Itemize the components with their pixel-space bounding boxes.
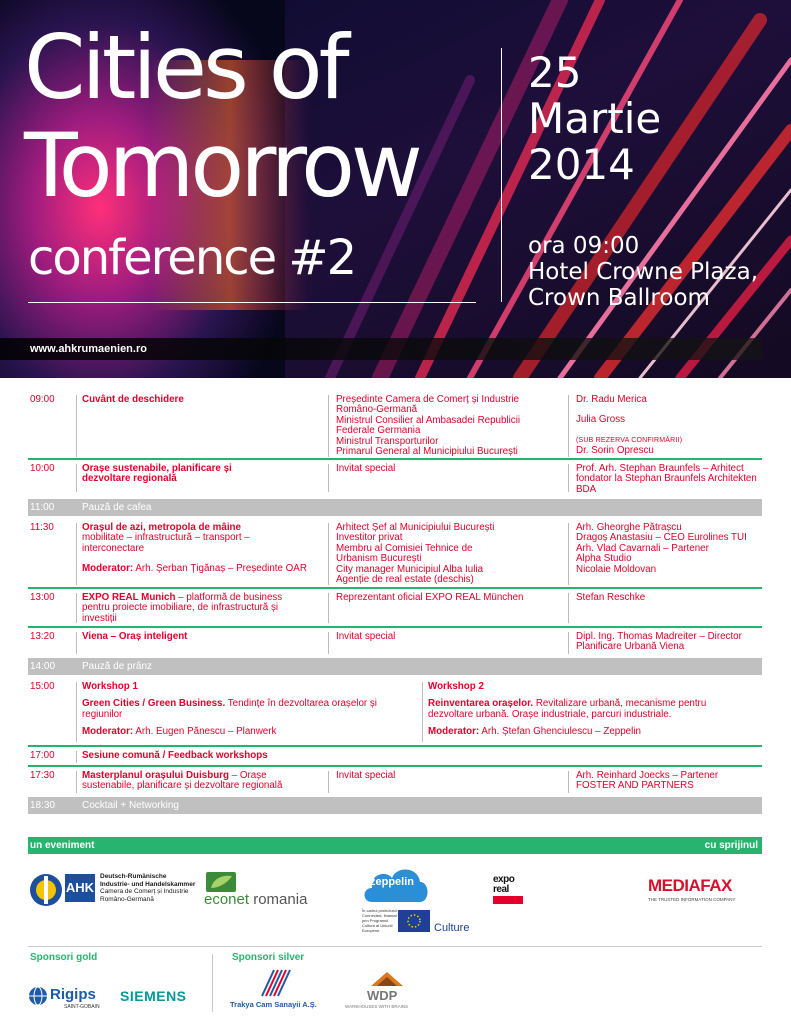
agenda-row-1320 xyxy=(28,632,762,654)
confirmation-note: (SUB REZERVA CONFIRMĂRII) xyxy=(576,436,683,444)
agenda-row-0900 xyxy=(28,395,762,457)
session-speaker: Stefan Reschke xyxy=(576,592,646,603)
mediafax-tagline: THE TRUSTED INFORMATION COMPANY xyxy=(648,897,736,902)
column-separator xyxy=(328,593,329,623)
website-link[interactable]: www.ahkrumaenien.ro xyxy=(30,343,147,355)
workshop-topic xyxy=(428,699,748,720)
break-label: Pauză de cafea xyxy=(82,502,152,513)
speaker: Arh. Vlad Cavarnali – Partener Alpha Studio xyxy=(576,542,709,565)
moderator xyxy=(82,564,322,574)
ahk-logo xyxy=(28,872,198,908)
date-year: 2014 xyxy=(528,140,635,189)
column-separator xyxy=(328,771,329,793)
row-divider xyxy=(28,587,762,589)
organizer-strip xyxy=(28,837,762,854)
econet-wordmark xyxy=(204,891,307,908)
leaf-icon xyxy=(206,872,236,892)
trakya-emblem-icon xyxy=(258,968,298,998)
session-speakers xyxy=(576,395,766,457)
workshop-topic-rest: Revitalizare urbană, mecanisme pentru dezvoltare urbană. Orașe industriale, parcuri industriale. xyxy=(428,698,707,720)
session-roles xyxy=(336,395,556,457)
session-content xyxy=(82,771,312,792)
row-time: 13:20 xyxy=(30,631,55,642)
column-separator xyxy=(76,464,77,492)
session-role: Reprezentant oficial EXPO REAL München xyxy=(336,592,524,603)
column-separator xyxy=(328,464,329,492)
session-role: Invitat special xyxy=(336,631,396,642)
silver-sponsors-label: Sponsori silver xyxy=(232,952,305,963)
column-separator xyxy=(422,682,423,742)
speaker: Dragoș Anastasiu – CEO Eurolines TUI xyxy=(576,532,747,544)
culture-note: În cadrul proiectului Connected, finanțat prin Programul Cultura al Uniunii Europene. xyxy=(362,908,397,933)
session-role: Invitat special xyxy=(336,770,396,781)
session-title: Masterplanul orașului Duisburg xyxy=(82,770,229,781)
date-month: Martie xyxy=(528,94,662,143)
session-title: Orașe sustenabile, planificare și dezvoltare regională xyxy=(82,463,232,485)
venue-line-1: Hotel Crowne Plaza, xyxy=(528,259,758,285)
mediafax-wordmark: MEDIAFAX xyxy=(648,876,732,895)
column-separator xyxy=(76,751,77,763)
ahk-line: Camera de Comerț și Industrie xyxy=(100,888,189,895)
row-time: 17:30 xyxy=(30,770,55,781)
econet-text-b: romania xyxy=(249,891,308,908)
column-separator xyxy=(328,523,329,585)
column-separator xyxy=(76,593,77,623)
row-divider xyxy=(28,458,762,460)
break-label: Cocktail + Networking xyxy=(82,800,179,811)
url-bar xyxy=(0,338,762,360)
hero-underline xyxy=(28,302,476,303)
globe-icon xyxy=(28,986,48,1006)
workshop-2 xyxy=(428,682,758,738)
wdp-tagline: WAREHOUSES WITH BRAINS xyxy=(345,1004,409,1009)
session-speakers xyxy=(576,523,766,575)
role: Investitor privat xyxy=(336,532,403,544)
title-line-1: Cities of xyxy=(24,16,346,119)
ahk-emblem-icon xyxy=(28,872,64,908)
break-bar-1830 xyxy=(28,797,762,814)
ahk-line: Industrie- und Handelskammer xyxy=(100,880,196,888)
zeppelin-culture-logo xyxy=(362,862,477,936)
workshop-title: Workshop 2 xyxy=(428,681,484,692)
speaker: Dr. Radu Merica xyxy=(576,394,647,405)
ahk-line: Deutsch-Rumänische xyxy=(100,873,167,880)
wdp-wordmark: WDP xyxy=(367,988,398,1003)
row-time: 18:30 xyxy=(30,800,56,811)
row-time: 11:00 xyxy=(30,502,55,513)
moderator-label: Moderator: xyxy=(428,726,480,738)
session-content xyxy=(82,523,322,575)
title-line-2: Tomorrow xyxy=(24,114,419,217)
session-title: Sesiune comună / Feedback workshops xyxy=(82,750,268,761)
column-separator xyxy=(568,523,569,585)
workshop-topic xyxy=(82,699,382,720)
rigips-sub: SAINT-GOBAIN xyxy=(64,1004,100,1010)
rigips-wordmark: Rigips xyxy=(50,986,96,1003)
role: Primarul General al Municipiului București xyxy=(336,446,518,458)
row-divider xyxy=(28,745,762,747)
date-day: 25 xyxy=(528,48,582,97)
session-subtitle: – platformă de business pentru proiecte imobiliare, de infrastructură și investiții xyxy=(82,592,283,624)
session-role: Invitat special xyxy=(336,463,396,474)
moderator-label: Moderator: xyxy=(82,726,134,738)
workshop-topic-rest: Tendințe în dezvoltarea orașelor și regiunilor xyxy=(82,698,377,720)
workshop-title: Workshop 1 xyxy=(82,681,138,692)
column-separator xyxy=(568,632,569,654)
real-text: real xyxy=(493,884,509,895)
role: Agenție de real estate (deschis) xyxy=(336,574,474,586)
expo-text: expo xyxy=(493,874,515,885)
role: Ministrul Consilier al Ambasadei Republicii Federale Germania xyxy=(336,414,521,437)
culture-wordmark: Culture xyxy=(434,922,470,934)
agenda-row-1700 xyxy=(28,751,762,763)
moderator-name: Arh. Eugen Pănescu – Planwerk xyxy=(133,726,277,738)
mediafax-logo xyxy=(648,876,762,904)
column-separator xyxy=(328,632,329,654)
session-title: Viena – Oraș inteligent xyxy=(82,631,188,642)
break-bar-1400 xyxy=(28,658,762,675)
row-time: 13:00 xyxy=(30,592,55,603)
column-separator xyxy=(328,395,329,457)
row-time: 17:00 xyxy=(30,750,55,761)
role: Arhitect Șef al Municipiului București xyxy=(336,522,495,533)
row-time: 15:00 xyxy=(30,681,55,692)
hero-divider xyxy=(501,48,502,302)
speaker: Arh. Gheorghe Pătrașcu xyxy=(576,522,682,533)
eu-flag-icon xyxy=(398,910,430,932)
rigips-logo xyxy=(28,984,108,1012)
econet-logo xyxy=(204,872,329,908)
organizer-label: un eveniment xyxy=(30,840,95,851)
workshop-moderator xyxy=(428,727,758,737)
column-separator xyxy=(76,632,77,654)
expo-real-logo xyxy=(493,875,523,905)
support-label: cu sprijinul xyxy=(704,840,758,851)
column-separator xyxy=(76,523,77,585)
column-separator xyxy=(76,682,77,742)
ahk-badge: AHK xyxy=(65,874,95,902)
agenda-row-1130 xyxy=(28,523,762,585)
column-separator xyxy=(76,395,77,457)
session-speaker: Dipl. Ing. Thomas Madreiter – Director Planificare Urbană Viena xyxy=(576,631,742,653)
session-content xyxy=(82,593,297,624)
column-separator xyxy=(568,395,569,457)
column-separator xyxy=(568,593,569,623)
agenda-row-1000 xyxy=(28,464,762,494)
start-time: ora 09:00 xyxy=(528,233,640,259)
ahk-line: Româno-Germană xyxy=(100,895,154,903)
moderator-label: Moderator: xyxy=(82,563,134,575)
zeppelin-wordmark: zeppelin xyxy=(370,876,415,888)
workshop-topic-bold: Reinventarea orașelor. xyxy=(428,698,534,710)
siemens-logo: SIEMENS xyxy=(120,988,187,1004)
agenda-row-1730 xyxy=(28,771,762,793)
hero-banner xyxy=(0,0,791,378)
role: City manager Municipiul Alba Iulia xyxy=(336,563,484,575)
row-time: 14:00 xyxy=(30,661,56,672)
agenda-row-1300 xyxy=(28,593,762,623)
speaker: Nicolaie Moldovan xyxy=(576,563,657,575)
venue-line-2: Crown Ballroom xyxy=(528,285,710,311)
row-time: 10:00 xyxy=(30,463,55,474)
session-speaker: Arh. Reinhard Joecks – Partener FOSTER AND PARTNERS xyxy=(576,770,719,792)
moderator-name: Arh. Șerban Țigănaș – Președinte OAR xyxy=(135,563,307,575)
session-subtitle: – Orașe sustenabile, planificare și dezvoltare regională xyxy=(82,770,283,792)
sponsor-divider xyxy=(212,954,213,1012)
role: Ministrul Transporturilor xyxy=(336,435,439,447)
trakya-logo xyxy=(230,968,330,1012)
session-title: EXPO REAL Munich xyxy=(82,592,176,603)
agenda-row-1500 xyxy=(28,682,762,742)
role: Președinte Camera de Comerț și Industrie Româno-Germană xyxy=(336,394,519,416)
session-subtitle: mobilitate – infrastructură – transport – interconectare xyxy=(82,532,250,554)
row-time: 09:00 xyxy=(30,394,55,405)
session-title: Orașul de azi, metropola de mâine xyxy=(82,522,241,533)
column-separator xyxy=(568,464,569,492)
break-label: Pauză de prânz xyxy=(82,661,153,672)
ahk-text xyxy=(100,873,195,903)
footer-rule xyxy=(28,946,762,947)
subtitle: conference #2 xyxy=(28,230,356,286)
wdp-logo xyxy=(345,968,425,1012)
workshop-moderator xyxy=(82,727,392,737)
session-speaker: Prof. Arh. Stephan Braunfels – Arhitect fondator la Stephan Braunfels Architekten BDA xyxy=(576,463,757,495)
row-divider xyxy=(28,765,762,767)
trakya-wordmark: Trakya Cam Sanayii A.Ș. xyxy=(230,1000,317,1009)
session-roles xyxy=(336,523,506,585)
workshop-1 xyxy=(82,682,392,738)
gold-sponsors-label: Sponsori gold xyxy=(30,952,98,963)
speaker: Julia Gross xyxy=(576,414,625,426)
row-time: 11:30 xyxy=(30,522,54,533)
session-title: Cuvânt de deschidere xyxy=(82,394,184,405)
row-divider xyxy=(28,626,762,628)
column-separator xyxy=(76,771,77,793)
moderator-name: Arh. Ștefan Ghenciulescu – Zeppelin xyxy=(479,726,641,738)
break-bar-1100 xyxy=(28,499,762,516)
warehouse-icon xyxy=(369,970,405,988)
speaker: Dr. Sorin Oprescu xyxy=(576,445,654,457)
role: Membru al Comisiei Tehnice de Urbanism București xyxy=(336,542,473,565)
column-separator xyxy=(568,771,569,793)
workshop-topic-bold: Green Cities / Green Business. xyxy=(82,698,226,710)
econet-text-a: econet xyxy=(204,891,250,908)
expo-red-bar xyxy=(493,896,523,904)
